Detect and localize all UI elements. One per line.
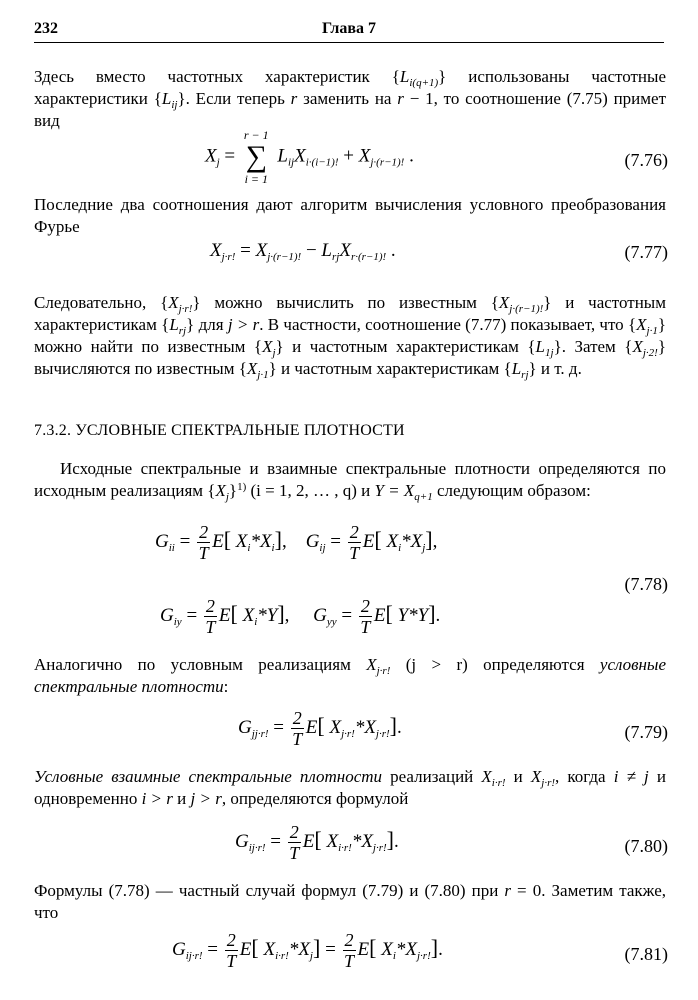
paragraph-conditional: Аналогично по условным реализациям $X_{j\cdot r!}$ (j > r) определяются условные спектральные плотности: bbox=[34, 655, 666, 696]
paragraph-consequence: Следовательно, $\{X_{j\cdot r!}\}$ можно вычислить по известным $\{X_{j\cdot(r-1)!}\}$ и частотным характеристикам $\{L_{rj}\}$ для j > r. В частности, соотношение (7.77) показывает, что $\{X_{j\cdot 1}\}$ можно найти по известным $\{X_j\}$ и частотным характеристикам $\{L_{1j}\}$. Затем $\{X_{j\cdot 2!}\}$ вычисляются по известным $\{X_{j\cdot 1}\}$ и частотным характеристикам $\{L_{rj}\}$ и т. д. bbox=[34, 293, 666, 381]
equation-number: (7.80) bbox=[624, 836, 668, 856]
book-page: 232 Глава 7 Здесь вместо частотных характеристик $\{L_{i(q+1)}\}$ использованы частотные характеристики $\{L_{ij}\}$. Если теперь r заменить на r − 1, то соотношение (7.75) примет вид $X_j$ = r − 1 ∑ i = 1 $L_{ij}X_{i\cdot(i-1)!} + X_{j\cdot(r-1)!}$ . (7.76) Последние два соотношения дают алгоритм вычисления условного преобразования Фурье $X_{j\cdot r!} = X_{j\cdot(r-1)!} - L_{rj}X_{r\cdot(r-1)!}$ . (7.77) Следовательно, $\{X_{j\cdot r!}\}$ можно вычислить по известным $\{X_{j\cdot(r-1)!}\}$ и частотным характеристикам $\{L_{rj}\}$ для j > r. В частности, соотношение (7.77) показывает, что $\{X_{j\cdot 1}\}$ можно найти по известным $\{X_j\}$ и частотным характеристикам $\{L_{1j}\}$. Затем $\{X_{j\cdot 2!}\}$ вычисляются по известным $\{X_{j\cdot 1}\}$ и частотным характеристикам $\{L_{rj}\}$ и т. д. 7.3.2. УСЛОВНЫЕ СПЕКТРАЛЬНЫЕ ПЛОТНОСТИ Исходные спектральные и взаимные спектральные плотности определяются по исходным реализациям $\{X_j\}^{1)}$ (i = 1, 2, … , q) и $Y = X_{q+1}$ следующим образом: $G_{ii}$ = $\frac{2}{T}$ E[ $X_i*X_i$], $G_{ij}$ = $\frac{2}{T}$ E[ $X_i*X_j$], $G_{iy}$ = $\frac{2}{T}$ E[ $X_i*Y$], $G_{yy}$ = $\frac{2}{T}$ E[ Y*Y]. (7.78) Аналогично по условным реализациям $X_{j\cdot r!}$ (j > r) определяются условные спектральные плотности: $G_{jj\cdot r!}$ = $\frac{2}{T}$ E[ $X_{j\cdot r!}*X_{j\cdot r!}$]. (7.79) Условные взаимные спектральные плотности реализаций $X_{i\cdot r!}$ и $X_{j\cdot r!}$, когда i ≠ j и одновременно i > r и j > r, определяются формулой $G_{ij\cdot r!}$ = $\frac{2}{T}$ E[ $X_{i\cdot r!}*X_{j\cdot r!}$]. (7.80) Формулы (7.78) — частный случай формул (7.79) и (7.80) при r = 0. Заметим также, что $G_{ij\cdot r!}$ = $\frac{2}{T}$ E[ $X_{i\cdot r!}*X_j$] = $\frac{2}{T}$ E[ $X_i*X_{j\cdot r!}$]. (7.81) bbox=[34, 20, 668, 971]
paragraph-algorithm: Последние два соотношения дают алгоритм вычисления условного преобразования Фурье bbox=[34, 195, 666, 236]
page-number: 232 bbox=[34, 20, 58, 37]
equation-number: (7.76) bbox=[624, 150, 668, 170]
equation-number: (7.81) bbox=[624, 944, 668, 964]
equation-number: (7.78) bbox=[624, 574, 668, 594]
chapter-title: Глава 7 bbox=[322, 20, 376, 37]
equation-number: (7.79) bbox=[624, 722, 668, 742]
running-header bbox=[34, 18, 664, 43]
section-heading: 7.3.2. УСЛОВНЫЕ СПЕКТРАЛЬНЫЕ ПЛОТНОСТИ bbox=[34, 422, 405, 439]
equation-number: (7.77) bbox=[624, 242, 668, 262]
paragraph-definitions: Исходные спектральные и взаимные спектральные плотности определяются по исходным реализациям $\{X_j\}^{1)}$ (i = 1, 2, … , q) и $Y = X_{q+1}$ следующим образом: bbox=[34, 459, 666, 503]
paragraph-remark: Формулы (7.78) — частный случай формул (7.79) и (7.80) при r = 0. Заметим также, что bbox=[34, 881, 666, 922]
paragraph-cross: Условные взаимные спектральные плотности реализаций $X_{i\cdot r!}$ и $X_{j\cdot r!}$, когда i ≠ j и одновременно i > r и j > r, определяются формулой bbox=[34, 767, 666, 808]
paragraph-intro: Здесь вместо частотных характеристик $\{L_{i(q+1)}\}$ использованы частотные характеристики $\{L_{ij}\}$. Если теперь r заменить на r − 1, то соотношение (7.75) примет вид bbox=[34, 67, 666, 130]
